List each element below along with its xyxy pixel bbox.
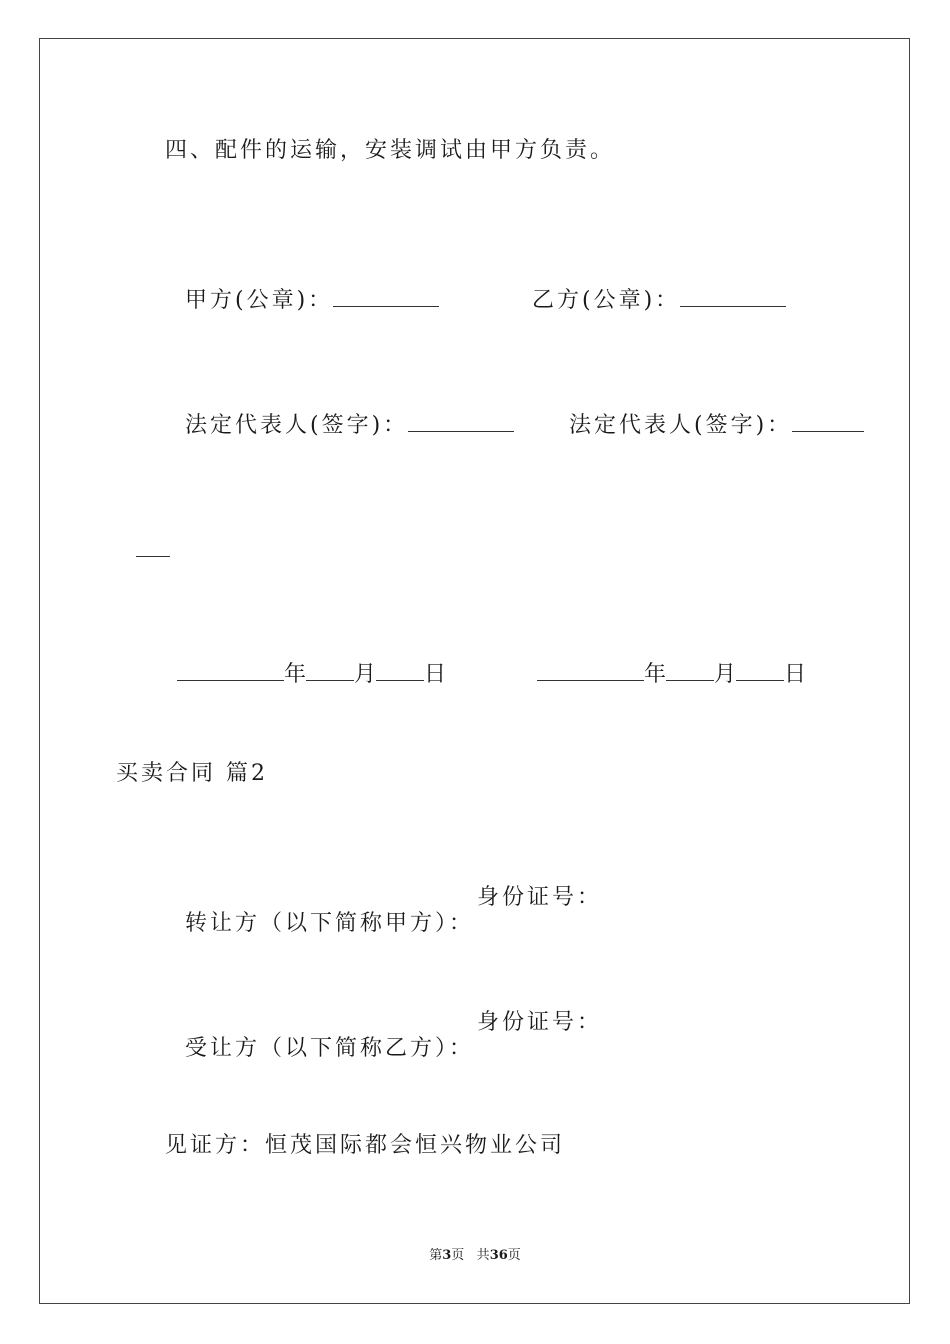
party-b-month-label: 月 xyxy=(714,662,737,687)
party-b-rep-blank xyxy=(792,413,864,432)
party-a-month-blank xyxy=(306,662,354,681)
party-b-seal-line xyxy=(512,262,786,314)
party-a-day-blank xyxy=(376,662,424,681)
transferee-label: 受让方（以下简称乙方）： xyxy=(185,1036,475,1061)
footer-total-prefix: 共 xyxy=(476,1248,490,1263)
party-b-rep-blank-continued xyxy=(116,512,170,564)
party-b-seal-blank xyxy=(680,288,786,307)
party-a-seal-label: 甲方(公章)： xyxy=(185,288,334,313)
party-a-rep-line xyxy=(165,387,514,439)
party-a-rep-blank xyxy=(408,413,514,432)
party-a-year-label: 年 xyxy=(284,662,307,687)
party-a-date-line xyxy=(163,636,446,688)
page-footer xyxy=(0,1248,950,1264)
party-a-seal-line xyxy=(165,262,439,314)
transferor-line xyxy=(165,885,474,937)
party-a-seal-blank xyxy=(333,288,439,307)
section-title: 买卖合同 篇2 xyxy=(116,761,268,786)
footer-page-total: 36 xyxy=(489,1248,508,1263)
footer-page-prefix: 第 xyxy=(429,1248,443,1263)
witness-line: 见证方：恒茂国际都会恒兴物业公司 xyxy=(165,1133,566,1158)
party-a-month-label: 月 xyxy=(354,662,377,687)
transferor-label: 转让方（以下简称甲方）： xyxy=(185,911,475,936)
party-b-year-label: 年 xyxy=(644,662,667,687)
footer-total-suffix: 页 xyxy=(507,1248,521,1263)
footer-page-suffix: 页 xyxy=(451,1248,465,1263)
party-b-rep-label: 法定代表人(签字)： xyxy=(569,413,793,438)
party-b-day-blank xyxy=(736,662,784,681)
transferee-line xyxy=(165,1010,474,1062)
clause-item-four: 四、配件的运输，安装调试由甲方负责。 xyxy=(165,138,616,163)
transferor-id-label: 身份证号： xyxy=(477,885,603,910)
party-b-rep-line xyxy=(549,387,864,439)
footer-page-current: 3 xyxy=(442,1248,452,1263)
transferee-id-label: 身份证号： xyxy=(477,1010,603,1035)
party-b-month-blank xyxy=(666,662,714,681)
party-a-rep-label: 法定代表人(签字)： xyxy=(185,413,409,438)
party-b-year-blank xyxy=(537,662,644,681)
party-b-date-line xyxy=(523,636,806,688)
party-a-year-blank xyxy=(177,662,284,681)
party-b-seal-label: 乙方(公章)： xyxy=(532,288,681,313)
party-a-day-label: 日 xyxy=(424,662,447,687)
party-b-day-label: 日 xyxy=(784,662,807,687)
